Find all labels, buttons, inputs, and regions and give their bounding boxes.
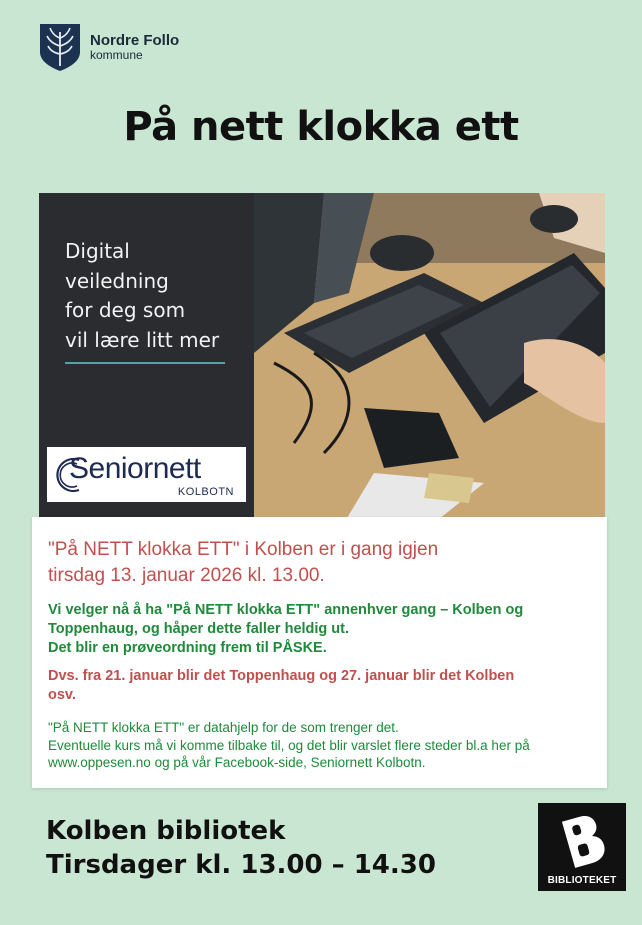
headline-line: "På NETT klokka ETT" i Kolben er i gang igjen — [48, 539, 439, 560]
dates-line: Dvs. fra 21. januar blir det Toppenhaug og 27. januar blir det Kolben — [48, 668, 515, 684]
org-subtitle: kommune — [90, 48, 143, 62]
details-line: www.oppesen.no og på vår Facebook-side, Seniornett Kolbotn. — [48, 755, 426, 770]
nordre-follo-crest-icon — [38, 22, 82, 72]
footer-time: Tirsdager kl. 13.00 – 14.30 — [46, 850, 436, 880]
logo-name: Seniornett — [69, 452, 201, 485]
tagline-line: veiledning — [65, 268, 169, 293]
tagline-divider — [65, 362, 225, 364]
details-line: "På NETT klokka ETT" er datahjelp for de som trenger det. — [48, 720, 399, 735]
notice-schedule-info — [48, 601, 600, 658]
biblioteket-badge — [538, 803, 626, 891]
notice-box — [32, 517, 607, 788]
info-line: Toppenhaug, og håper dette faller heldig ut. — [48, 621, 350, 637]
biblioteket-label: BIBLIOTEKET — [547, 875, 617, 886]
tagline-line: Digital — [65, 239, 130, 263]
poster-title: På nett klokka ett — [123, 104, 519, 150]
hero-tagline — [65, 237, 219, 355]
footer-location: Kolben bibliotek — [46, 816, 286, 846]
header — [38, 22, 179, 72]
notice-details — [48, 719, 603, 772]
dates-line: osv. — [48, 687, 76, 703]
computer-desk-photo — [254, 193, 605, 523]
info-line: Vi velger nå å ha "På NETT klokka ETT" annenhver gang – Kolben og — [48, 602, 524, 618]
tagline-line: vil lære litt mer — [65, 327, 220, 352]
biblioteket-b-icon — [538, 803, 626, 875]
details-line: Eventuelle kurs må vi komme tilbake til, og det blir varslet flere steder bl.a her på — [48, 737, 530, 753]
tagline-line: for deg som — [65, 298, 186, 322]
seniornett-logo — [47, 447, 246, 502]
org-name: Nordre Follo — [90, 32, 180, 49]
notice-headline — [48, 537, 598, 589]
notice-dates — [48, 667, 600, 705]
info-line: Det blir en prøveordning frem til PÅSKE. — [48, 640, 327, 656]
headline-line: tirsdag 13. januar 2026 kl. 13.00. — [48, 565, 325, 586]
logo-place: KOLBOTN — [177, 486, 234, 498]
